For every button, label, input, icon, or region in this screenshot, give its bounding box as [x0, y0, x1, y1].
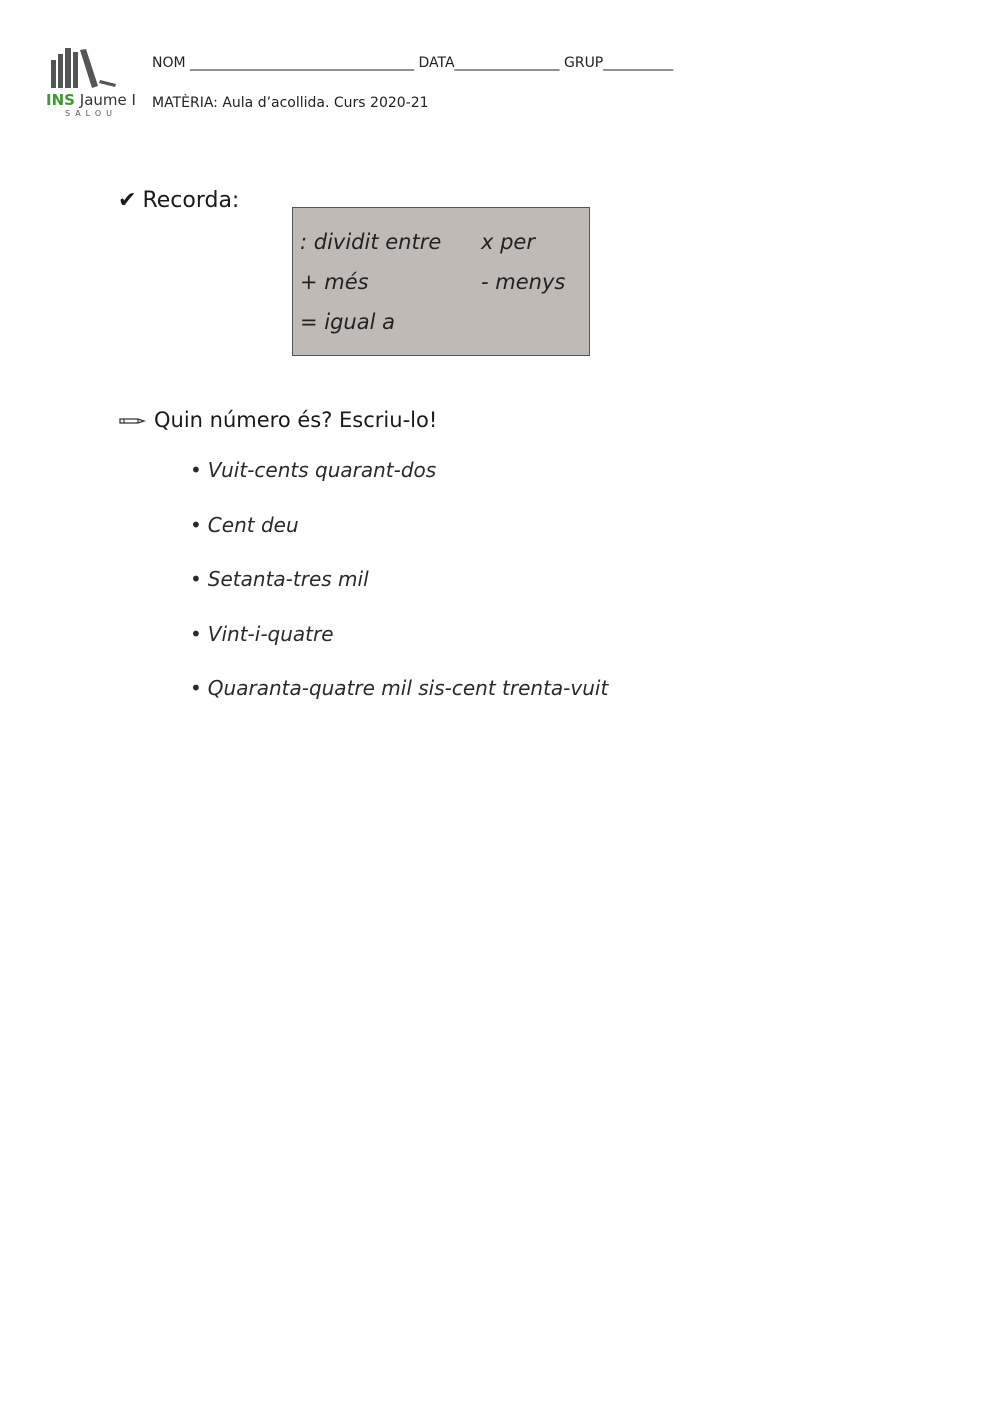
- recorda-heading: [118, 188, 239, 213]
- recorda-label: Recorda:: [142, 188, 240, 213]
- symbol-minus: - menys: [481, 270, 566, 294]
- logo-city-text: SALOU: [64, 109, 118, 118]
- list-item-text: Cent deu: [207, 512, 299, 537]
- list-item-text: Setanta-tres mil: [207, 567, 369, 591]
- list-item-text: Vint-i-quatre: [207, 621, 334, 646]
- pencil-icon: [118, 413, 146, 429]
- symbol-divide: : dividit entre: [300, 230, 442, 254]
- symbol-equals: = igual a: [300, 310, 395, 334]
- books-logo-icon: [18, 34, 142, 94]
- logo-ins-text: INS: [46, 91, 75, 109]
- list-item: • Quaranta-quatre mil sis-cent trenta-vuit: [190, 676, 609, 700]
- exercise-heading: [118, 408, 437, 432]
- list-item: • Cent deu: [190, 512, 299, 537]
- list-item: • Vint-i-quatre: [190, 621, 334, 646]
- school-logo: [18, 34, 142, 130]
- list-item: • Vuit-cents quarant-dos: [190, 458, 437, 482]
- check-icon: ✔: [118, 188, 137, 213]
- logo-jaume-text: Jaume I: [75, 91, 136, 109]
- symbol-plus: + més: [300, 270, 369, 294]
- list-item: • Setanta-tres mil: [190, 567, 369, 591]
- header-name-date-group: NOM ________________________________ DATA_______________ GRUP__________: [152, 55, 674, 71]
- symbols-box: [292, 207, 590, 356]
- header-subject: MATÈRIA: Aula d’acollida. Curs 2020-21: [152, 95, 429, 111]
- number-list: [190, 458, 608, 731]
- symbol-multiply: x per: [481, 230, 535, 254]
- exercise-title: Quin número és? Escriu-lo!: [154, 408, 438, 432]
- list-item-text: Vuit-cents quarant-dos: [207, 458, 437, 482]
- list-item-text: Quaranta-quatre mil sis-cent trenta-vuit: [207, 676, 609, 700]
